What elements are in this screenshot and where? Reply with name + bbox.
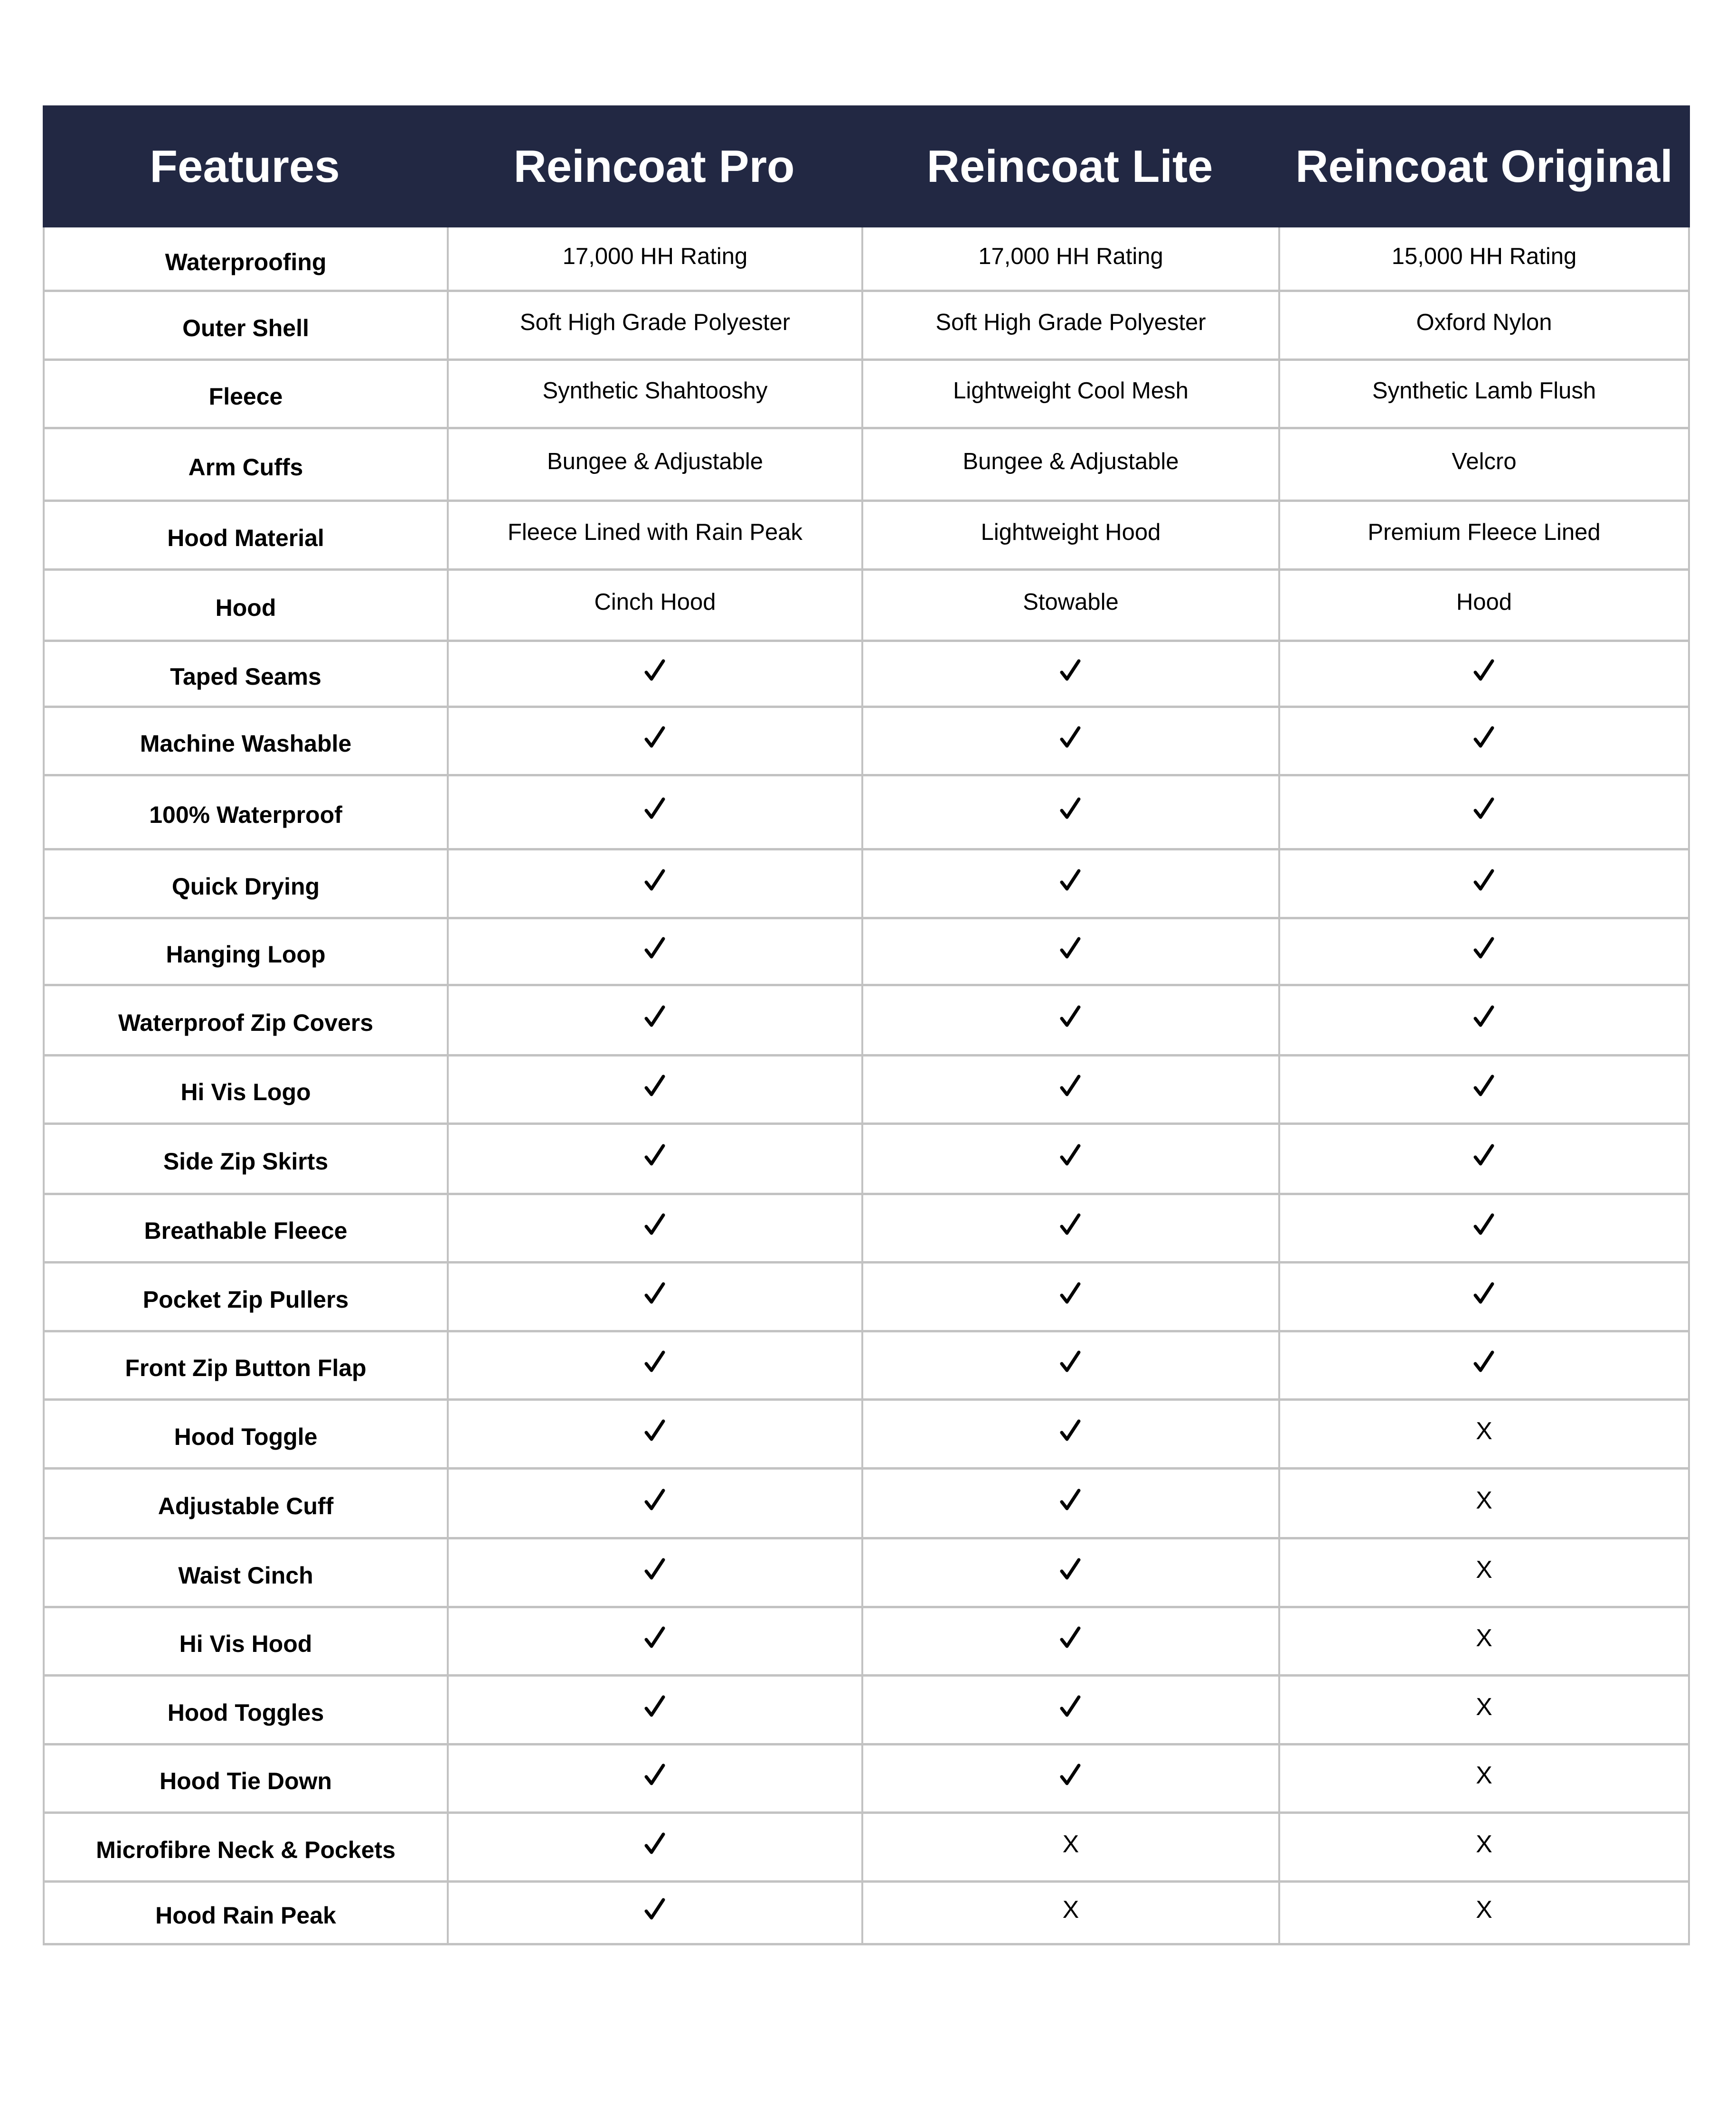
feature-included-cell xyxy=(861,707,1278,774)
table-row xyxy=(43,641,1690,708)
feature-excluded-cell xyxy=(1278,1607,1690,1674)
feature-label: Front Zip Button Flap xyxy=(43,1331,447,1398)
feature-label: Arm Cuffs xyxy=(43,428,447,500)
check-icon xyxy=(643,1418,667,1444)
check-icon xyxy=(643,658,667,684)
feature-excluded-cell xyxy=(1278,1675,1690,1743)
check-icon xyxy=(1472,1143,1496,1169)
feature-included-cell xyxy=(447,1607,861,1674)
check-icon xyxy=(643,1897,667,1923)
feature-label: Side Zip Skirts xyxy=(43,1123,447,1193)
feature-included-cell xyxy=(1278,1055,1690,1122)
feature-value: Synthetic Lamb Flush xyxy=(1278,359,1690,427)
check-icon xyxy=(643,1557,667,1583)
feature-included-cell xyxy=(861,641,1278,706)
table-row xyxy=(43,1123,1690,1195)
feature-included-cell xyxy=(1278,707,1690,774)
feature-label: Waist Cinch xyxy=(43,1538,447,1606)
feature-included-cell xyxy=(1278,1194,1690,1261)
check-icon xyxy=(1059,868,1083,894)
check-icon xyxy=(1059,1212,1083,1238)
feature-included-cell xyxy=(447,1468,861,1537)
feature-label: Fleece xyxy=(43,359,447,427)
check-icon xyxy=(1059,1281,1083,1307)
feature-label: Quick Drying xyxy=(43,849,447,917)
feature-value: Fleece Lined with Rain Peak xyxy=(447,500,861,568)
feature-value: Bungee & Adjustable xyxy=(447,428,861,500)
feature-included-cell xyxy=(861,775,1278,848)
table-row xyxy=(43,1607,1690,1677)
check-icon xyxy=(1472,1004,1496,1030)
table-row xyxy=(43,500,1690,571)
header-reincoat-original: Reincoat Original xyxy=(1295,141,1673,192)
feature-value: Cinch Hood xyxy=(447,569,861,640)
feature-value: 15,000 HH Rating xyxy=(1278,227,1690,290)
table-row xyxy=(43,227,1690,292)
check-icon xyxy=(643,1281,667,1307)
feature-included-cell xyxy=(861,1194,1278,1261)
feature-excluded-cell xyxy=(1278,1399,1690,1467)
feature-value: Oxford Nylon xyxy=(1278,291,1690,358)
check-icon xyxy=(643,1488,667,1513)
table-row xyxy=(43,1538,1690,1608)
feature-included-cell xyxy=(861,1468,1278,1537)
feature-excluded-cell xyxy=(1278,1744,1690,1811)
feature-label: Microfibre Neck & Pockets xyxy=(43,1812,447,1880)
check-icon xyxy=(1059,796,1083,822)
x-mark-icon: X xyxy=(1476,1830,1492,1858)
feature-excluded-cell xyxy=(1278,1881,1690,1943)
check-icon xyxy=(643,1004,667,1030)
table-header xyxy=(43,105,1690,227)
table-row xyxy=(43,1055,1690,1125)
feature-value: Premium Fleece Lined xyxy=(1278,500,1690,568)
check-icon xyxy=(643,1625,667,1651)
table-row xyxy=(43,775,1690,850)
feature-value: Hood xyxy=(1278,569,1690,640)
check-icon xyxy=(1472,1349,1496,1375)
feature-label: Hi Vis Logo xyxy=(43,1055,447,1122)
feature-included-cell xyxy=(1278,1331,1690,1398)
x-mark-icon: X xyxy=(1476,1486,1492,1514)
header-reincoat-pro: Reincoat Pro xyxy=(513,141,795,192)
feature-included-cell xyxy=(861,1607,1278,1674)
check-icon xyxy=(1059,1418,1083,1444)
check-icon xyxy=(643,1349,667,1375)
check-icon xyxy=(643,1212,667,1238)
feature-included-cell xyxy=(861,985,1278,1054)
feature-label: Outer Shell xyxy=(43,291,447,358)
check-icon xyxy=(1059,1074,1083,1099)
check-icon xyxy=(643,725,667,751)
feature-label: Adjustable Cuff xyxy=(43,1468,447,1537)
table-row xyxy=(43,1468,1690,1539)
table-row xyxy=(43,707,1690,776)
check-icon xyxy=(1059,1625,1083,1651)
feature-included-cell xyxy=(447,1055,861,1122)
check-icon xyxy=(1059,1004,1083,1030)
feature-label: Hood Toggle xyxy=(43,1399,447,1467)
feature-included-cell xyxy=(861,1055,1278,1122)
table-row xyxy=(43,985,1690,1056)
check-icon xyxy=(1472,936,1496,962)
header-reincoat-lite: Reincoat Lite xyxy=(926,141,1213,192)
x-mark-icon: X xyxy=(1476,1896,1492,1924)
table-row xyxy=(43,1194,1690,1264)
feature-included-cell xyxy=(447,1194,861,1261)
feature-included-cell xyxy=(447,641,861,706)
check-icon xyxy=(1059,936,1083,962)
check-icon xyxy=(1059,725,1083,751)
table-row xyxy=(43,1399,1690,1470)
check-icon xyxy=(1472,658,1496,684)
check-icon xyxy=(643,1694,667,1720)
check-icon xyxy=(1059,1557,1083,1583)
check-icon xyxy=(643,1074,667,1099)
feature-included-cell xyxy=(1278,775,1690,848)
check-icon xyxy=(1472,1074,1496,1099)
feature-label: Waterproofing xyxy=(43,227,447,290)
feature-included-cell xyxy=(447,1399,861,1467)
feature-included-cell xyxy=(447,707,861,774)
check-icon xyxy=(643,1831,667,1857)
check-icon xyxy=(1472,868,1496,894)
table-row xyxy=(43,849,1690,919)
feature-excluded-cell xyxy=(1278,1468,1690,1537)
feature-included-cell xyxy=(447,1812,861,1880)
table-row xyxy=(43,359,1690,429)
feature-excluded-cell xyxy=(861,1881,1278,1943)
feature-included-cell xyxy=(1278,985,1690,1054)
feature-included-cell xyxy=(861,1675,1278,1743)
feature-value: Stowable xyxy=(861,569,1278,640)
feature-label: Waterproof Zip Covers xyxy=(43,985,447,1054)
table-row xyxy=(43,1331,1690,1401)
table-row xyxy=(43,1812,1690,1883)
check-icon xyxy=(1472,725,1496,751)
check-icon xyxy=(1472,796,1496,822)
feature-value: Lightweight Hood xyxy=(861,500,1278,568)
check-icon xyxy=(1059,658,1083,684)
feature-value: Lightweight Cool Mesh xyxy=(861,359,1278,427)
feature-included-cell xyxy=(447,1675,861,1743)
check-icon xyxy=(643,868,667,894)
x-mark-icon: X xyxy=(1062,1896,1079,1924)
feature-label: Hi Vis Hood xyxy=(43,1607,447,1674)
feature-included-cell xyxy=(861,1331,1278,1398)
x-mark-icon: X xyxy=(1476,1762,1492,1789)
feature-included-cell xyxy=(447,849,861,917)
feature-included-cell xyxy=(1278,641,1690,706)
table-row xyxy=(43,1744,1690,1814)
feature-value: Synthetic Shahtooshy xyxy=(447,359,861,427)
feature-included-cell xyxy=(861,1538,1278,1606)
table-row xyxy=(43,1675,1690,1745)
feature-value: 17,000 HH Rating xyxy=(861,227,1278,290)
feature-label: Hanging Loop xyxy=(43,918,447,984)
check-icon xyxy=(643,1143,667,1169)
feature-included-cell xyxy=(861,918,1278,984)
feature-value: Bungee & Adjustable xyxy=(861,428,1278,500)
feature-included-cell xyxy=(861,849,1278,917)
feature-label: Hood Rain Peak xyxy=(43,1881,447,1943)
feature-included-cell xyxy=(861,1123,1278,1193)
feature-included-cell xyxy=(447,1262,861,1330)
table-row xyxy=(43,1262,1690,1332)
table-row xyxy=(43,918,1690,986)
feature-value: 17,000 HH Rating xyxy=(447,227,861,290)
feature-label: Pocket Zip Pullers xyxy=(43,1262,447,1330)
header-features: Features xyxy=(150,141,340,192)
feature-label: Hood Material xyxy=(43,500,447,568)
feature-value: Velcro xyxy=(1278,428,1690,500)
check-icon xyxy=(643,796,667,822)
feature-included-cell xyxy=(447,1331,861,1398)
x-mark-icon: X xyxy=(1062,1830,1079,1858)
feature-included-cell xyxy=(447,918,861,984)
feature-value: Soft High Grade Polyester xyxy=(447,291,861,358)
feature-included-cell xyxy=(861,1262,1278,1330)
x-mark-icon: X xyxy=(1476,1693,1492,1721)
feature-excluded-cell xyxy=(1278,1812,1690,1880)
check-icon xyxy=(643,936,667,962)
feature-label: Machine Washable xyxy=(43,707,447,774)
feature-label: Hood Tie Down xyxy=(43,1744,447,1811)
feature-included-cell xyxy=(1278,1123,1690,1193)
check-icon xyxy=(1059,1694,1083,1720)
check-icon xyxy=(1059,1763,1083,1788)
table-row xyxy=(43,1881,1690,1945)
feature-excluded-cell xyxy=(861,1812,1278,1880)
feature-label: Hood xyxy=(43,569,447,640)
feature-included-cell xyxy=(447,1744,861,1811)
table-row xyxy=(43,291,1690,361)
x-mark-icon: X xyxy=(1476,1624,1492,1652)
feature-included-cell xyxy=(1278,918,1690,984)
feature-included-cell xyxy=(447,775,861,848)
feature-included-cell xyxy=(861,1744,1278,1811)
check-icon xyxy=(1059,1488,1083,1513)
feature-included-cell xyxy=(447,1538,861,1606)
x-mark-icon: X xyxy=(1476,1417,1492,1445)
table-row xyxy=(43,569,1690,642)
feature-included-cell xyxy=(447,1881,861,1943)
feature-label: Taped Seams xyxy=(43,641,447,706)
feature-included-cell xyxy=(861,1399,1278,1467)
feature-included-cell xyxy=(447,985,861,1054)
feature-label: Hood Toggles xyxy=(43,1675,447,1743)
feature-label: Breathable Fleece xyxy=(43,1194,447,1261)
check-icon xyxy=(1059,1143,1083,1169)
feature-label: 100% Waterproof xyxy=(43,775,447,848)
x-mark-icon: X xyxy=(1476,1556,1492,1584)
table-row xyxy=(43,428,1690,502)
feature-included-cell xyxy=(1278,849,1690,917)
feature-value: Soft High Grade Polyester xyxy=(861,291,1278,358)
check-icon xyxy=(1472,1281,1496,1307)
feature-included-cell xyxy=(1278,1262,1690,1330)
check-icon xyxy=(643,1763,667,1788)
check-icon xyxy=(1472,1212,1496,1238)
check-icon xyxy=(1059,1349,1083,1375)
feature-excluded-cell xyxy=(1278,1538,1690,1606)
feature-included-cell xyxy=(447,1123,861,1193)
